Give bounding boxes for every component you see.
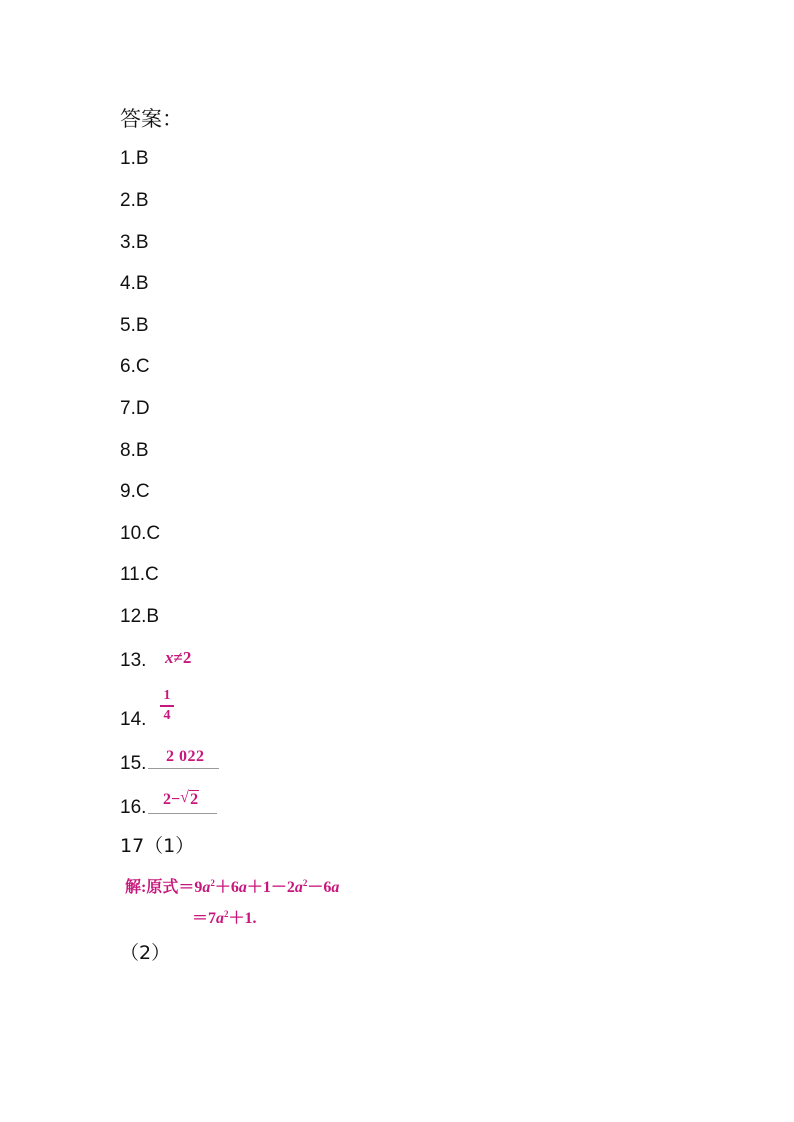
answer-item-1 — [120, 148, 149, 170]
answer-choice: C — [135, 481, 150, 502]
answer-item-11 — [120, 564, 159, 586]
answer-choice: D — [135, 398, 150, 419]
answer-13-expression — [165, 648, 191, 668]
answer-item-2 — [120, 190, 149, 212]
answer-choice: B — [135, 440, 149, 461]
question-number: 5. — [120, 315, 136, 336]
fraction-numerator: 1 — [163, 688, 171, 703]
square-root — [180, 791, 199, 809]
exponent: 2 — [210, 878, 215, 888]
math-variable: x — [165, 648, 174, 667]
exponent: 2 — [302, 878, 308, 888]
question-number: 12. — [120, 606, 147, 627]
answer-15-blank-line — [148, 768, 219, 769]
answer-item-5 — [120, 315, 149, 337]
answer-item-12 — [120, 606, 159, 628]
solution-text: ＝7 — [192, 910, 217, 927]
math-value: 2 — [182, 648, 192, 667]
answer-choice: B — [135, 232, 149, 253]
question-number: 3. — [120, 232, 136, 253]
question-number: 9. — [120, 481, 136, 502]
fraction-denominator: 4 — [163, 707, 171, 723]
solution-text: 解:原式＝9 — [125, 879, 203, 896]
question-number: 4. — [120, 273, 136, 294]
solution-text: －6 — [307, 879, 332, 896]
answer-item-6 — [120, 356, 150, 378]
answer-item-13-number: 13. — [120, 650, 147, 671]
question-number: 10. — [120, 523, 147, 544]
answer-15-value: 2 022 — [166, 748, 205, 765]
math-variable: a — [294, 879, 303, 896]
math-variable: a — [331, 879, 340, 896]
question-number: 2. — [120, 190, 136, 211]
math-variable: a — [202, 879, 211, 896]
answer-item-3 — [120, 232, 149, 254]
solution-text: ＋1－2 — [246, 879, 295, 896]
math-relation: ≠ — [173, 648, 183, 667]
answer-14-fraction — [160, 688, 174, 724]
question-number: 1. — [120, 148, 136, 169]
math-lead: 2− — [163, 791, 181, 808]
fraction-bar — [160, 705, 174, 707]
answer-item-8 — [120, 440, 149, 462]
answer-item-4 — [120, 273, 149, 295]
answer-choice: C — [145, 564, 159, 585]
answer-16-expression — [163, 791, 199, 809]
answer-choice: B — [135, 190, 149, 211]
answer-item-15-number: 15. — [120, 753, 147, 774]
answer-choice: B — [135, 148, 149, 169]
solution-line-2 — [192, 905, 257, 928]
question-17-part2-label: （2） — [120, 942, 171, 964]
answer-item-9 — [120, 481, 150, 503]
exponent: 2 — [224, 909, 229, 919]
solution-line-1 — [125, 874, 339, 897]
question-number: 11. — [120, 564, 146, 585]
question-17-part1-label: 17（1） — [120, 835, 195, 857]
answer-16-blank-line — [148, 813, 217, 814]
solution-text: ＋6 — [214, 879, 239, 896]
answer-choice: B — [146, 606, 160, 627]
answer-item-16-number: 16. — [120, 797, 147, 818]
answer-item-10 — [120, 523, 160, 545]
question-number: 7. — [120, 398, 136, 419]
answer-item-14-number: 14. — [120, 709, 147, 730]
radical-sign: √ — [180, 789, 189, 806]
answer-choice: C — [135, 356, 150, 377]
question-number: 8. — [120, 440, 136, 461]
radicand: 2 — [190, 791, 199, 808]
question-number: 6. — [120, 356, 136, 377]
answers-heading: 答案： — [120, 107, 183, 131]
math-variable: a — [238, 879, 247, 896]
solution-text: ＋1. — [228, 910, 257, 927]
answer-choice: B — [135, 273, 149, 294]
math-variable: a — [216, 910, 225, 927]
answer-item-7 — [120, 398, 150, 420]
answer-choice: B — [135, 315, 149, 336]
answer-choice: C — [146, 523, 161, 544]
